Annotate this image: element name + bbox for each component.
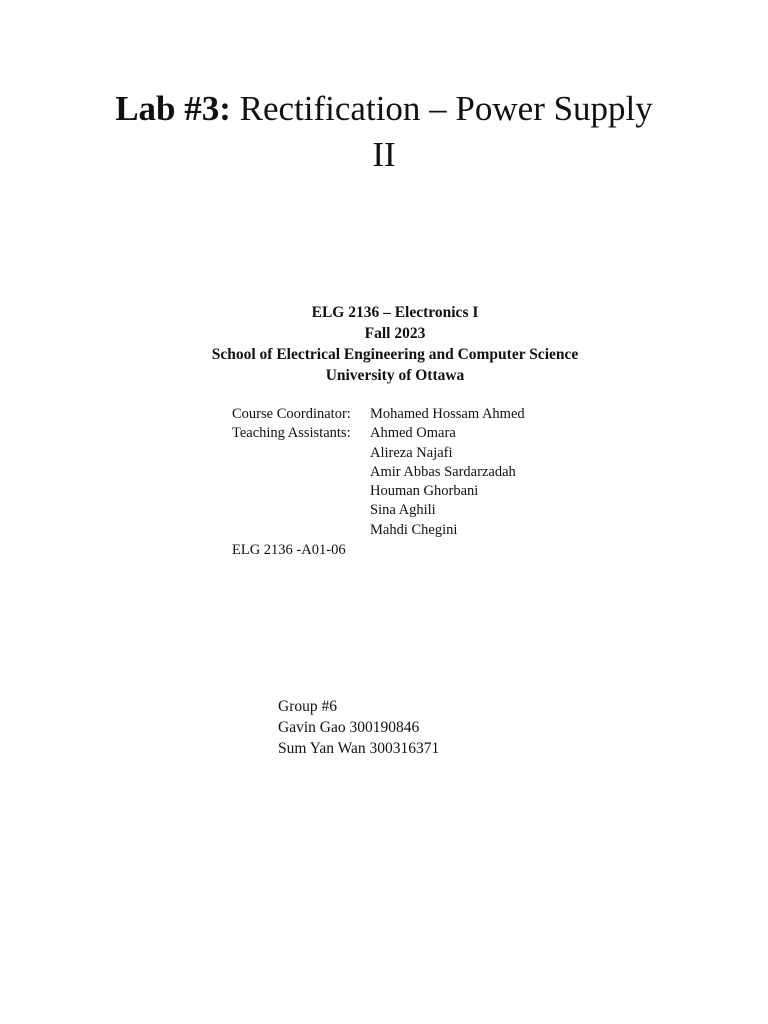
- course-code-name: ELG 2136 – Electronics I: [311, 304, 479, 321]
- ta-row: [232, 424, 525, 443]
- coordinator-label: Course Coordinator:: [232, 406, 351, 422]
- coordinator-name: Mohamed Hossam Ahmed: [370, 406, 525, 422]
- ta-row: [232, 521, 525, 540]
- ta-row: [232, 444, 525, 463]
- group-number: Group #6: [278, 698, 337, 715]
- staff-list: [232, 405, 525, 540]
- ta-name: Ahmed Omara: [370, 425, 456, 442]
- ta-row: [232, 463, 525, 482]
- course-term: Fall 2023: [364, 325, 426, 342]
- group-member: Sum Yan Wan 300316371: [278, 740, 440, 757]
- title-lab-number: Lab #3:: [115, 89, 231, 128]
- ta-name: Sina Aghili: [370, 502, 436, 519]
- ta-label: Teaching Assistants:: [232, 425, 351, 442]
- ta-name: Amir Abbas Sardarzadah: [370, 463, 516, 480]
- course-info: [0, 302, 768, 386]
- course-university: University of Ottawa: [325, 367, 465, 384]
- ta-row: [232, 482, 525, 501]
- group-info: [278, 696, 439, 759]
- title-topic: Rectification – Power Supply: [230, 89, 653, 128]
- ta-row: [232, 501, 525, 520]
- coordinator-row: [232, 405, 525, 424]
- report-title: [0, 86, 768, 178]
- ta-name: Mahdi Chegini: [370, 521, 458, 538]
- section-code: ELG 2136 -A01-06: [232, 542, 346, 558]
- group-member: Gavin Gao 300190846: [278, 719, 420, 736]
- ta-name: Houman Ghorbani: [370, 483, 479, 500]
- ta-name: Alireza Najafi: [370, 444, 453, 461]
- course-school: School of Electrical Engineering and Computer Science: [211, 346, 579, 363]
- title-topic-continued: II: [372, 135, 396, 174]
